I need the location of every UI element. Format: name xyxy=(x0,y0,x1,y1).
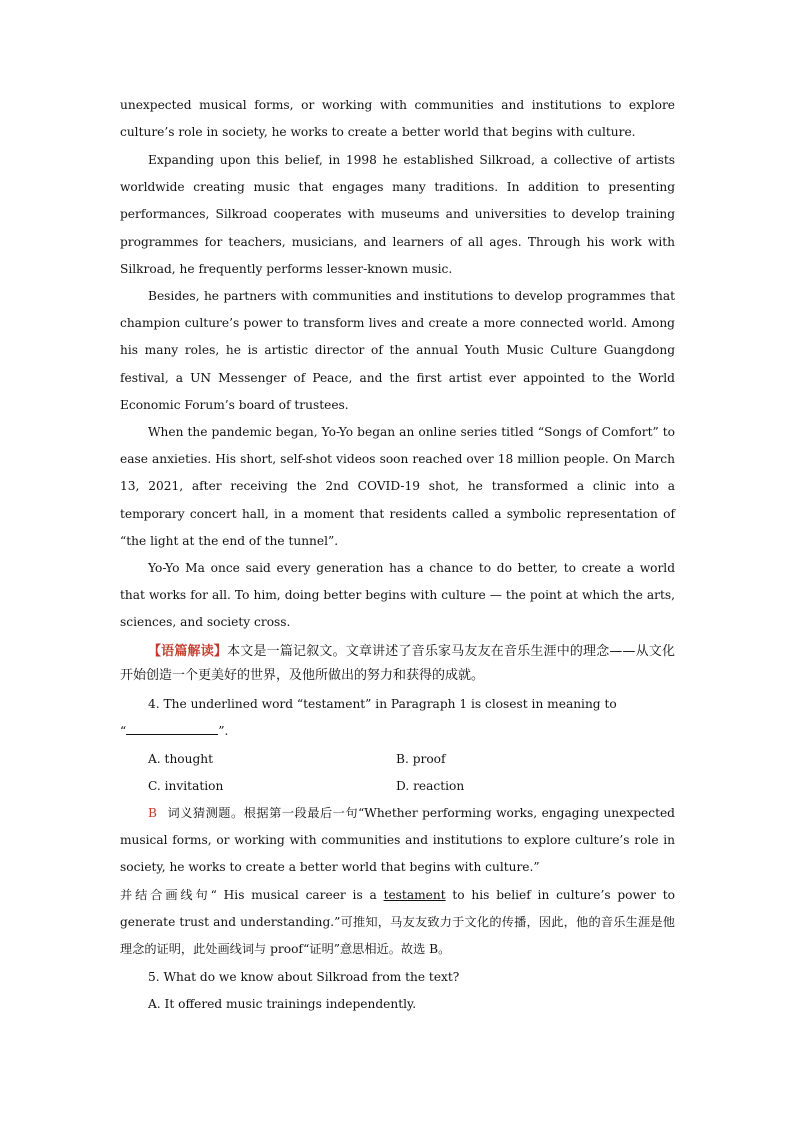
passage-paragraph-2: Besides, he partners with communities and institutions to develop programmes that champion culture’s power to transform lives and create a more connected world. Among his many roles, he is artistic director of the annual Youth Music Culture Guangdong festival, a UN Messenger of Peace, and the first artist ever appointed to the World Economic Forum’s board of trustees. xyxy=(120,289,675,412)
explanation-part-3: to his belief in culture’s power to generate trust and understanding.”可推知，马友友致力于文化的传播，因此，他的音乐生涯是他理念的证明，此处画线词与 proof“证明”意思相近。故选 B。 xyxy=(120,888,676,957)
passage-paragraph-0: unexpected musical forms, or working with communities and institutions to explore culture’s role in society, he works to create a better world that begins with culture. xyxy=(120,98,675,140)
question-4-explanation-cont xyxy=(120,882,675,964)
explanation-part-1: 词义猜测题。根据第一段最后一句“Whether performing works, engaging unexpected musical forms, or working with communities and institutions to explore culture’s role in society, he works to create a better world that begins with culture.” xyxy=(120,806,675,875)
blank-close-quote: ”. xyxy=(218,724,229,738)
question-4-blank-line xyxy=(120,718,675,745)
answer-blank xyxy=(126,722,218,735)
explanation-part-2: 并结合画线句“ His musical career is a xyxy=(120,888,384,902)
analysis-tag: 【语篇解读】 xyxy=(148,644,228,659)
passage-paragraph-1: Expanding upon this belief, in 1998 he established Silkroad, a collective of artists worldwide creating music that engages many traditions. In addition to presenting performances, Silkroad cooperates with museums and universities to develop training programmes for teachers, musicians, and learners of all ages. Through his work with Silkroad, he frequently performs lesser-known music. xyxy=(120,153,675,276)
explanation-underlined-word: testament xyxy=(383,888,446,902)
question-4-option-a: A. thought xyxy=(148,752,214,766)
question-4-option-d: D. reaction xyxy=(396,779,465,793)
question-4-stem xyxy=(120,691,675,718)
passage-paragraph-4: Yo-Yo Ma once said every generation has a chance to do better, to create a world that works for all. To him, doing better begins with culture — the point at which the arts, sciences, and society cross. xyxy=(120,561,675,630)
question-4-answer: B xyxy=(148,806,157,820)
analysis-section xyxy=(120,640,675,688)
question-4-option-b: B. proof xyxy=(396,752,446,766)
question-4-explanation xyxy=(120,800,675,882)
passage-paragraph-3: When the pandemic began, Yo-Yo began an online series titled “Songs of Comfort” to ease anxieties. His short, self-shot videos soon reached over 18 million people. On March 13, 2021, after receiving the 2nd COVID-19 shot, he transformed a clinic into a temporary concert hall, in a moment that residents called a symbolic representation of “the light at the end of the tunnel”. xyxy=(120,425,675,548)
blank-open-quote: “ xyxy=(120,724,127,738)
question-5-stem: 5. What do we know about Silkroad from the text? xyxy=(148,970,460,984)
question-4-option-c: C. invitation xyxy=(148,779,224,793)
question-5-option-a: A. It offered music trainings independently. xyxy=(148,997,417,1011)
question-4-stem-text: 4. The underlined word “testament” in Paragraph 1 is closest in meaning to xyxy=(148,697,617,711)
analysis-text: 本文是一篇记叙文。文章讲述了音乐家马友友在音乐生涯中的理念——从文化开始创造一个更美好的世界，及他所做出的努力和获得的成就。 xyxy=(120,644,675,683)
